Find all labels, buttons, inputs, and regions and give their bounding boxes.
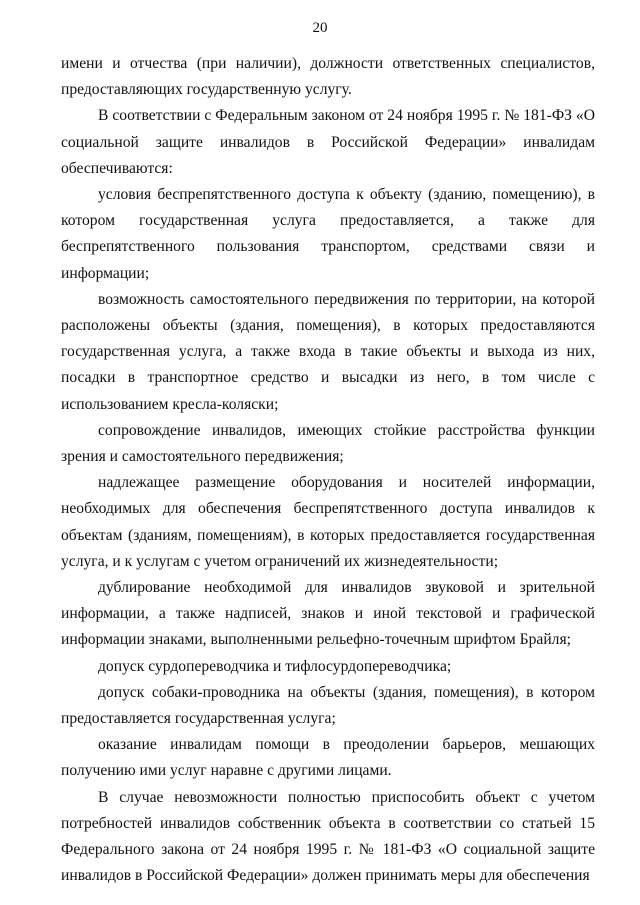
paragraph-assistance: оказание инвалидам помощи в преодолении барьеров, мешающих получению ими услуг наравне с другими лицами. — [61, 736, 595, 780]
paragraph-information-duplication: дублирование необходимой для инвалидов звуковой и зрительной информации, а также надписей, знаков и иной текстовой и графической информации знаками, выполненными рельефно-точечным шрифтом Брайля; — [61, 579, 595, 649]
paragraph-escort: сопровождение инвалидов, имеющих стойкие расстройства функции зрения и самостоятельного передвижения; — [61, 421, 595, 466]
page-number: 20 — [312, 20, 328, 36]
paragraph-guide-dog: допуск собаки-проводника на объекты (здания, помещения), в котором предоставляется государственная услуга; — [61, 683, 595, 728]
paragraph-independent-movement: возможность самостоятельного передвижения по территории, на которой расположены объекты (здания, помещения), в которых предоставляются государственная услуга, а также входа в такие объекты и выхода из них, посадки в транспортное средство и высадки из него, в том числе с использованием кресла-коляски; — [61, 290, 595, 413]
paragraph-federal-law-intro: В соответствии с Федеральным законом от 24 ноября 1995 г. № 181-ФЗ «О социальной защите инвалидов в Российской Федерации» инвалидам обеспечиваются: — [61, 107, 595, 177]
paragraph-impossibility-case: В случае невозможности полностью приспособить объект с учетом потребностей инвалидов собственник объекта в соответствии со статьей 15 Федерального закона от 24 ноября 1995 г. № 181-ФЗ «О социальной защите инвалидов в Российской Федерации» должен принимать меры для обеспечения — [61, 788, 595, 885]
paragraph-continuation: имени и отчества (при наличии), должности ответственных специалистов, предоставляющих государственную услугу. — [61, 55, 595, 99]
paragraph-access-conditions: условия беспрепятственного доступа к объекту (зданию, помещению), в котором государственная услуга предоставляется, а также для беспрепятственного пользования транспортом, средствами связи и информации; — [61, 186, 595, 282]
document-body — [61, 51, 595, 890]
paragraph-sign-interpreter: допуск сурдопереводчика и тифлосурдопереводчика; — [98, 657, 452, 675]
paragraph-equipment-placement: надлежащее размещение оборудования и носителей информации, необходимых для обеспечения беспрепятственного доступа инвалидов к объектам (зданиям, помещениям), в которых предоставляется государственная услуга, и к услугам с учетом ограничений их жизнедеятельности; — [61, 474, 595, 570]
